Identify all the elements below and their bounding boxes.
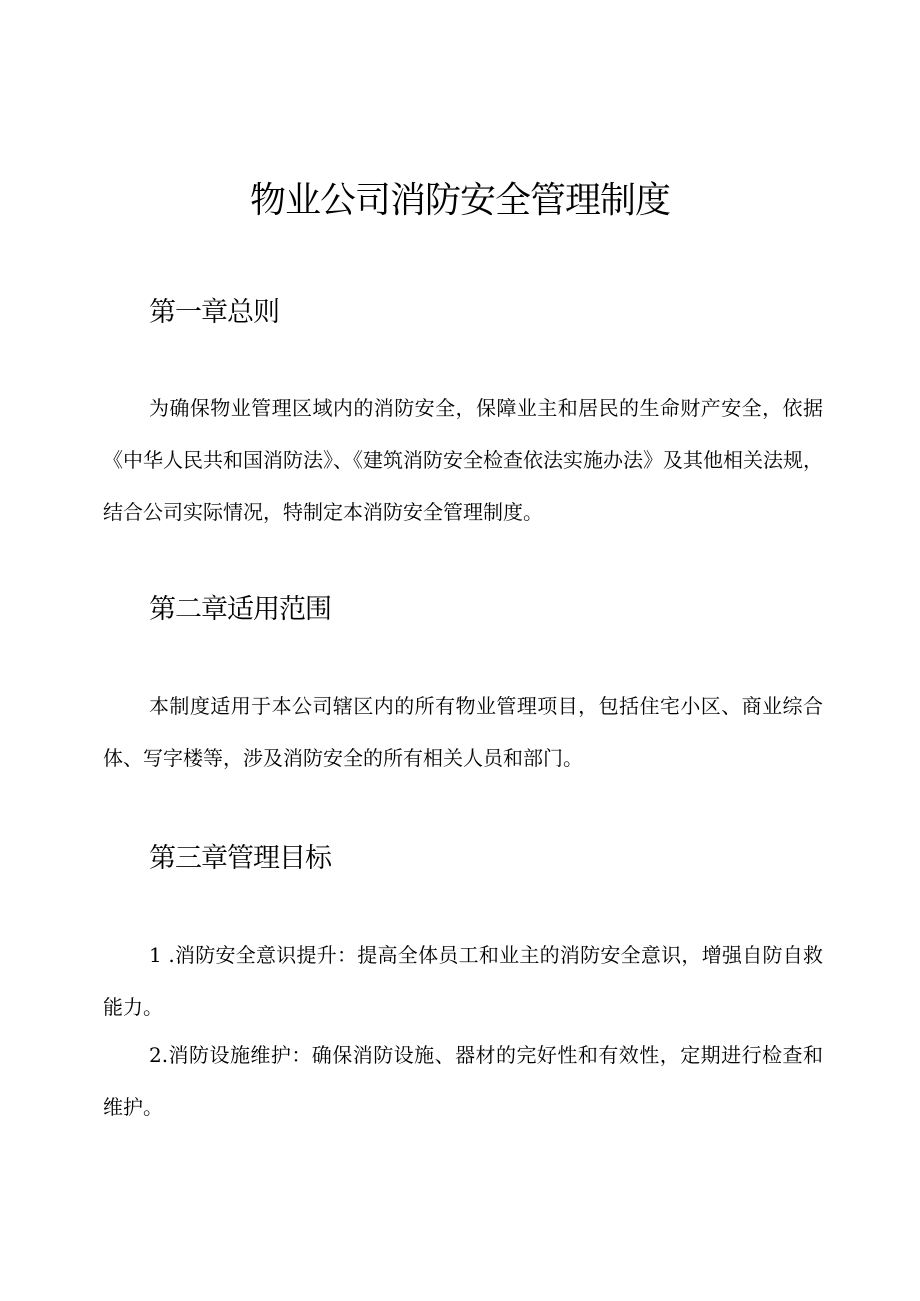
chapter-heading-3: 第三章管理目标 [149, 843, 331, 874]
document-title: 物业公司消防安全管理制度 [249, 180, 670, 221]
chapter-1-paragraph-1: 为确保物业管理区域内的消防安全，保障业主和居民的生命财产安全，依据《中华人民共和国消防法》、《建筑消防安全检查依法实施办法》及其他相关法规，结合公司实际情况，特制定本消防安全管理制度。 [103, 396, 823, 524]
chapter-heading-2: 第二章适用范围 [149, 594, 331, 625]
chapter-2-paragraph-1: 本制度适用于本公司辖区内的所有物业管理项目，包括住宅小区、商业综合体、写字楼等，涉及消防安全的所有相关人员和部门。 [103, 694, 823, 770]
chapter-3-paragraph-2: 2.消防设施维护：确保消防设施、器材的完好性和有效性，定期进行检查和维护。 [103, 1043, 823, 1119]
chapter-3-paragraph-1: 1 .消防安全意识提升：提高全体员工和业主的消防安全意识，增强自防自救能力。 [103, 943, 823, 1019]
chapter-heading-1: 第一章总则 [149, 297, 279, 328]
